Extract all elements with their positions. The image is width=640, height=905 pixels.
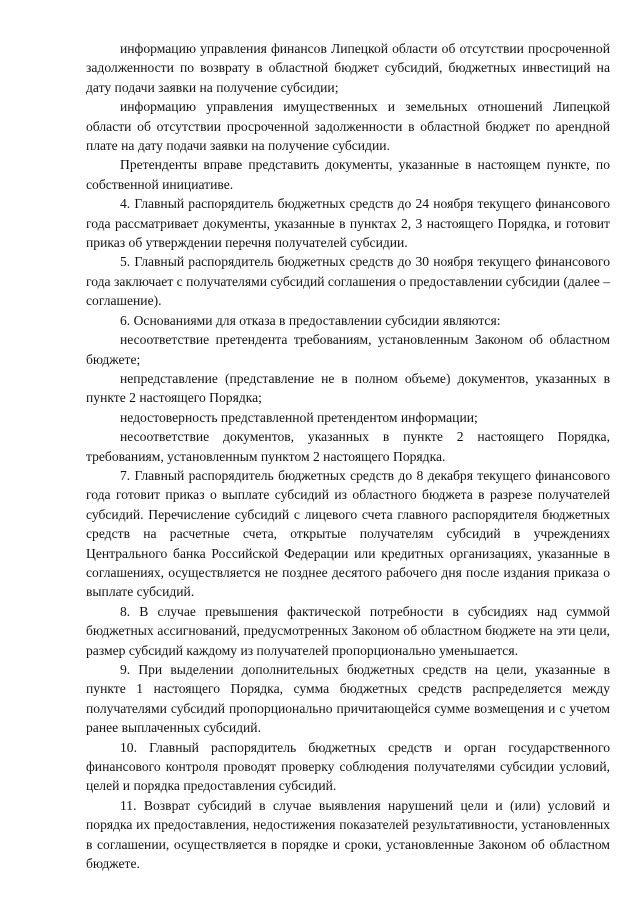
paragraph-refusal-reason-1: несоответствие претендента требованиям, установленным Законом об областном бюджете; <box>86 332 610 367</box>
document-page <box>86 39 610 873</box>
paragraph-refusal-reason-4: несоответствие документов, указанных в пункте 2 настоящего Порядка, требованиям, установленным пунктом 2 настоящего Порядка. <box>86 429 610 464</box>
paragraph-item-5: 5. Главный распорядитель бюджетных средств до 30 ноября текущего финансового года заключает с получателями субсидий соглашения о предоставлении субсидии (далее – соглашение). <box>86 254 610 309</box>
paragraph-property-info: информацию управления имущественных и земельных отношений Липецкой области об отсутствии просроченной задолженности в областной бюджет по арендной плате на дату подачи заявки на получение субсидии. <box>86 99 610 154</box>
paragraph-finance-info: информацию управления финансов Липецкой области об отсутствии просроченной задолженности по возврату в областной бюджет субсидий, бюджетных инвестиций на дату подачи заявки на получение субсидии; <box>86 41 610 95</box>
paragraph-item-8: 8. В случае превышения фактической потребности в субсидиях над суммой бюджетных ассигнований, предусмотренных Законом об областном бюджете на эти цели, размер субсидий каждому из получателей пропорционально уменьшается. <box>86 603 610 658</box>
paragraph-item-11: 11. Возврат субсидий в случае выявления нарушений цели и (или) условий и порядка их предоставления, недостижения показателей результативности, установленных в соглашении, осуществляется в порядке и сроки, установленные Законом об областном бюджете. <box>86 797 610 872</box>
paragraph-item-7: 7. Главный распорядитель бюджетных средств до 8 декабря текущего финансового года готовит приказ о выплате субсидий из областного бюджета в разрезе получателей субсидий. Перечисление субсидий с лицевого счета главного распорядителя бюджетных средств на расчетные счета, открытые получателям субсидий в учреждениях Центрального банка Российской Федерации или кредитных организациях, указанные в соглашениях, осуществляется не позднее десятого рабочего дня после издания приказа о выплате субсидий. <box>86 467 610 600</box>
paragraph-item-6: 6. Основаниями для отказа в предоставлении субсидии являются: <box>120 312 501 328</box>
paragraph-refusal-reason-3: недостоверность представленной претендентом информации; <box>120 409 478 425</box>
paragraph-item-9: 9. При выделении дополнительных бюджетных средств на цели, указанные в пункте 1 настоящего Порядка, сумма бюджетных средств распределяется между получателями субсидий пропорционально причитающейся сумме возмещения и с учетом ранее выплаченных субсидий. <box>86 662 610 736</box>
paragraph-item-4: 4. Главный распорядитель бюджетных средств до 24 ноября текущего финансового года рассматривает документы, указанные в пунктах 2, 3 настоящего Порядка, и готовит приказ об утверждении перечня получателей субсидии. <box>86 196 610 251</box>
paragraph-refusal-reason-2: непредставление (представление не в полном объеме) документов, указанных в пункте 2 настоящего Порядка; <box>86 370 610 406</box>
paragraph-item-10: 10. Главный распорядитель бюджетных средств и орган государственного финансового контроля проводят проверку соблюдения получателями субсидии условий, целей и порядка предоставления субсидий. <box>86 739 610 794</box>
paragraph-own-initiative: Претенденты вправе представить документы, указанные в настоящем пункте, по собственной инициативе. <box>86 157 610 192</box>
